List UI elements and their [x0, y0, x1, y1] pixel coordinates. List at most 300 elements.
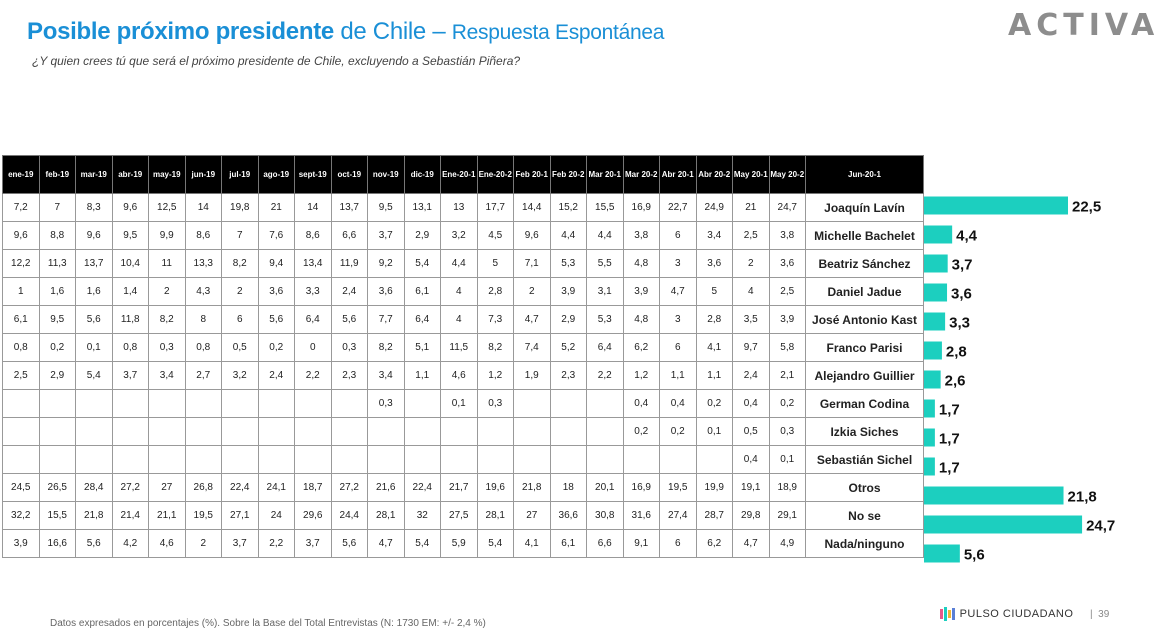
bar-value-label: 22,5 — [1072, 198, 1102, 216]
table-cell: 5,6 — [331, 530, 368, 558]
table-row — [3, 502, 924, 530]
table-cell: 16,9 — [623, 194, 660, 222]
table-cell: 3,8 — [623, 222, 660, 250]
table-cell: 1 — [3, 278, 40, 306]
table-cell — [587, 418, 624, 446]
table-cell: 6,4 — [587, 334, 624, 362]
title-regular: de Chile – — [333, 18, 452, 45]
table-cell: 3,6 — [696, 250, 733, 278]
table-cell: 3,2 — [222, 362, 259, 390]
table-cell: 1,9 — [514, 362, 551, 390]
table-cell: 4 — [733, 278, 770, 306]
title-suffix: Respuesta Espontánea — [451, 21, 665, 44]
table-cell — [587, 446, 624, 474]
table-cell — [295, 446, 332, 474]
title-bold: Posible próximo presidente — [27, 18, 334, 45]
table-cell — [550, 446, 587, 474]
candidate-name: Beatriz Sánchez — [806, 250, 924, 278]
table-cell: 0,5 — [733, 418, 770, 446]
table-cell: 21,4 — [112, 502, 149, 530]
table-cell: 27,2 — [331, 474, 368, 502]
bar-value-label: 4,4 — [956, 227, 978, 245]
column-header: jul-19 — [222, 156, 259, 194]
table-cell: 0,4 — [733, 390, 770, 418]
table-cell: 9,5 — [368, 194, 405, 222]
table-cell: 0,8 — [112, 334, 149, 362]
footer-note: Datos expresados en porcentajes (%). Sobre la Base del Total Entrevistas (N: 1730 EM: +/- 2,4 %) — [50, 618, 486, 629]
table-cell: 36,6 — [550, 502, 587, 530]
column-header: May 20-2 — [769, 156, 806, 194]
table-cell: 11,5 — [441, 334, 478, 362]
column-header: nov-19 — [368, 156, 405, 194]
table-row — [3, 306, 924, 334]
table-cell: 14 — [185, 194, 222, 222]
table-cell: 13,1 — [404, 194, 441, 222]
table-cell: 27 — [149, 474, 186, 502]
table-cell — [149, 390, 186, 418]
table-cell: 7,2 — [3, 194, 40, 222]
table-cell: 5,3 — [587, 306, 624, 334]
table-cell: 3,6 — [368, 278, 405, 306]
table-cell: 28,1 — [477, 502, 514, 530]
candidate-name: Alejandro Guillier — [806, 362, 924, 390]
table-cell: 3,4 — [696, 222, 733, 250]
column-header: Abr 20-2 — [696, 156, 733, 194]
table-cell — [222, 390, 259, 418]
page-number-value: 39 — [1098, 609, 1110, 620]
table-cell — [185, 446, 222, 474]
table-cell: 6,4 — [404, 306, 441, 334]
table-cell: 20,1 — [587, 474, 624, 502]
table-cell: 21,1 — [149, 502, 186, 530]
activa-logo: ACTIVA — [1008, 8, 1159, 43]
table-cell: 4,6 — [441, 362, 478, 390]
table-cell — [368, 446, 405, 474]
table-cell: 4,7 — [368, 530, 405, 558]
table-cell: 8,3 — [76, 194, 113, 222]
table-cell: 0,1 — [696, 418, 733, 446]
table-cell: 28,7 — [696, 502, 733, 530]
table-cell: 11,9 — [331, 250, 368, 278]
table-cell: 19,5 — [185, 502, 222, 530]
table-cell — [404, 446, 441, 474]
table-cell: 2,5 — [733, 222, 770, 250]
table-cell: 0,1 — [441, 390, 478, 418]
table-cell: 5 — [696, 278, 733, 306]
table-cell: 8,2 — [149, 306, 186, 334]
bar-value-label: 2,6 — [944, 372, 966, 390]
table-row — [3, 530, 924, 558]
table-cell: 2,3 — [331, 362, 368, 390]
bar-value-label: 21,8 — [1067, 488, 1097, 506]
table-cell: 4,7 — [514, 306, 551, 334]
bar-value-label: 1,7 — [938, 459, 960, 477]
table-cell: 8,2 — [222, 250, 259, 278]
table-cell: 0,2 — [769, 390, 806, 418]
table-cell: 3,3 — [295, 278, 332, 306]
table-cell: 0,3 — [769, 418, 806, 446]
candidate-name: Izkia Siches — [806, 418, 924, 446]
table-cell: 1,1 — [404, 362, 441, 390]
table-cell: 22,4 — [222, 474, 259, 502]
table-row — [3, 334, 924, 362]
column-header: Ene-20-1 — [441, 156, 478, 194]
table-cell: 9,6 — [112, 194, 149, 222]
candidate-name: Otros — [806, 474, 924, 502]
page-title — [27, 18, 664, 46]
table-cell: 12,5 — [149, 194, 186, 222]
table-cell — [477, 446, 514, 474]
bar — [924, 429, 935, 447]
table-cell: 2 — [149, 278, 186, 306]
table-cell: 5,6 — [76, 306, 113, 334]
table-cell: 2,8 — [696, 306, 733, 334]
bar-value-label: 1,7 — [938, 430, 960, 448]
table-cell: 19,6 — [477, 474, 514, 502]
column-header: dic-19 — [404, 156, 441, 194]
bar-value-label: 3,3 — [949, 314, 970, 332]
table-cell — [185, 418, 222, 446]
table-cell: 27,1 — [222, 502, 259, 530]
table-cell — [295, 418, 332, 446]
table-cell: 3 — [660, 250, 697, 278]
table-cell: 19,5 — [660, 474, 697, 502]
table-cell: 13 — [441, 194, 478, 222]
column-header: ago-19 — [258, 156, 295, 194]
table-cell — [331, 446, 368, 474]
table-cell: 18 — [550, 474, 587, 502]
table-cell: 19,8 — [222, 194, 259, 222]
table-cell: 3,4 — [368, 362, 405, 390]
bar — [924, 313, 945, 331]
candidate-name: Nada/ninguno — [806, 530, 924, 558]
table-cell: 5,1 — [404, 334, 441, 362]
bar — [924, 255, 948, 273]
bar — [924, 284, 947, 302]
table-cell: 26,8 — [185, 474, 222, 502]
table-cell — [514, 418, 551, 446]
table-cell: 2,9 — [404, 222, 441, 250]
bar-value-label: 2,8 — [945, 343, 967, 361]
table-cell: 21 — [258, 194, 295, 222]
table-cell: 11 — [149, 250, 186, 278]
table-cell: 2,9 — [550, 306, 587, 334]
table-cell — [441, 446, 478, 474]
table-cell: 24,9 — [696, 194, 733, 222]
table-cell: 8,2 — [368, 334, 405, 362]
table-cell: 29,1 — [769, 502, 806, 530]
table-cell: 5,3 — [550, 250, 587, 278]
table-cell: 22,7 — [660, 194, 697, 222]
column-header: Ene-20-2 — [477, 156, 514, 194]
column-header: Mar 20-1 — [587, 156, 624, 194]
table-cell: 3,8 — [769, 222, 806, 250]
table-cell: 32 — [404, 502, 441, 530]
table-cell: 9,5 — [112, 222, 149, 250]
table-cell: 13,7 — [76, 250, 113, 278]
table-cell — [39, 418, 76, 446]
table-cell: 7 — [222, 222, 259, 250]
table-cell: 3,5 — [733, 306, 770, 334]
table-cell — [331, 418, 368, 446]
table-cell: 26,5 — [39, 474, 76, 502]
table-cell: 7,4 — [514, 334, 551, 362]
table-cell: 9,4 — [258, 250, 295, 278]
table-cell: 0,2 — [696, 390, 733, 418]
table-cell: 0,4 — [733, 446, 770, 474]
table-cell: 5,6 — [331, 306, 368, 334]
table-cell: 5,9 — [441, 530, 478, 558]
table-cell — [550, 390, 587, 418]
table-cell: 3,4 — [149, 362, 186, 390]
candidate-name: Joaquín Lavín — [806, 194, 924, 222]
bar-value-label: 24,7 — [1086, 517, 1116, 535]
table-cell — [404, 390, 441, 418]
table-cell: 1,4 — [112, 278, 149, 306]
table-cell: 0,5 — [222, 334, 259, 362]
table-cell: 6,1 — [550, 530, 587, 558]
table-cell: 0,2 — [258, 334, 295, 362]
table-cell: 5 — [477, 250, 514, 278]
table-cell: 21,6 — [368, 474, 405, 502]
table-cell: 28,4 — [76, 474, 113, 502]
table-cell: 5,4 — [76, 362, 113, 390]
table-cell: 1,2 — [477, 362, 514, 390]
brand-name: PULSO CIUDADANO — [959, 607, 1074, 620]
table-cell: 6 — [660, 530, 697, 558]
table-cell — [514, 390, 551, 418]
table-cell — [550, 418, 587, 446]
table-cell: 4,1 — [696, 334, 733, 362]
table-cell: 13,3 — [185, 250, 222, 278]
table-cell: 4,8 — [623, 306, 660, 334]
table-cell: 5,4 — [404, 530, 441, 558]
table-cell: 7 — [39, 194, 76, 222]
table-cell: 2,4 — [331, 278, 368, 306]
table-cell — [258, 446, 295, 474]
table-cell: 3,7 — [295, 530, 332, 558]
table-cell: 3,9 — [623, 278, 660, 306]
column-header: ene-19 — [3, 156, 40, 194]
table-cell: 4,1 — [514, 530, 551, 558]
table-cell — [441, 418, 478, 446]
table-cell: 6,4 — [295, 306, 332, 334]
table-cell — [623, 446, 660, 474]
table-cell: 4,4 — [550, 222, 587, 250]
table-cell: 21,8 — [76, 502, 113, 530]
table-cell: 4,4 — [587, 222, 624, 250]
table-cell: 9,7 — [733, 334, 770, 362]
table-cell: 7,1 — [514, 250, 551, 278]
table-cell: 4,2 — [112, 530, 149, 558]
bar — [924, 371, 941, 389]
table-cell: 30,8 — [587, 502, 624, 530]
table-cell: 4,6 — [149, 530, 186, 558]
table-cell: 1,6 — [39, 278, 76, 306]
table-cell: 0,8 — [3, 334, 40, 362]
column-header: may-19 — [149, 156, 186, 194]
table-cell: 4 — [441, 278, 478, 306]
table-row — [3, 390, 924, 418]
table-cell: 0,2 — [623, 418, 660, 446]
table-cell: 3,9 — [769, 306, 806, 334]
table-cell: 2,3 — [550, 362, 587, 390]
table-cell: 6,6 — [331, 222, 368, 250]
table-cell: 3,6 — [258, 278, 295, 306]
table-row — [3, 446, 924, 474]
table-cell — [39, 390, 76, 418]
table-cell: 24 — [258, 502, 295, 530]
candidate-name: Michelle Bachelet — [806, 222, 924, 250]
table-cell: 27,4 — [660, 502, 697, 530]
table-cell: 2,5 — [769, 278, 806, 306]
column-header: abr-19 — [112, 156, 149, 194]
table-cell: 4,5 — [477, 222, 514, 250]
table-row — [3, 194, 924, 222]
table-cell: 7,3 — [477, 306, 514, 334]
table-cell: 4 — [441, 306, 478, 334]
bar — [924, 458, 935, 476]
table-cell: 15,5 — [587, 194, 624, 222]
table-cell: 4,9 — [769, 530, 806, 558]
bar-chart — [924, 194, 1134, 574]
table-cell: 4,3 — [185, 278, 222, 306]
table-cell: 0,3 — [331, 334, 368, 362]
column-header: feb-19 — [39, 156, 76, 194]
table-cell: 3,7 — [112, 362, 149, 390]
table-cell: 3,6 — [769, 250, 806, 278]
table-cell: 27,5 — [441, 502, 478, 530]
table-cell: 3,7 — [222, 530, 259, 558]
table-cell: 14 — [295, 194, 332, 222]
table-cell — [112, 418, 149, 446]
table-cell: 3 — [660, 306, 697, 334]
table-cell — [3, 446, 40, 474]
table-cell: 2,4 — [258, 362, 295, 390]
table-cell: 9,6 — [76, 222, 113, 250]
table-cell — [3, 418, 40, 446]
table-cell: 6 — [660, 334, 697, 362]
table-row — [3, 474, 924, 502]
table-cell: 9,1 — [623, 530, 660, 558]
table-cell: 0,3 — [368, 390, 405, 418]
table-cell — [112, 390, 149, 418]
table-cell — [76, 418, 113, 446]
table-cell: 5,6 — [76, 530, 113, 558]
table-cell: 4,7 — [733, 530, 770, 558]
table-cell: 22,4 — [404, 474, 441, 502]
table-cell — [258, 390, 295, 418]
survey-table — [2, 155, 924, 558]
column-header: Feb 20-1 — [514, 156, 551, 194]
bar-value-label: 1,7 — [938, 401, 960, 419]
table-cell: 27 — [514, 502, 551, 530]
table-cell: 21,8 — [514, 474, 551, 502]
table-cell: 1,1 — [696, 362, 733, 390]
table-cell: 1,1 — [660, 362, 697, 390]
table-cell: 19,1 — [733, 474, 770, 502]
column-header: jun-19 — [185, 156, 222, 194]
table-cell — [185, 390, 222, 418]
table-cell: 13,4 — [295, 250, 332, 278]
table-cell: 12,2 — [3, 250, 40, 278]
bar-value-label: 3,6 — [951, 285, 972, 303]
table-cell: 6,1 — [3, 306, 40, 334]
table-cell: 2,8 — [477, 278, 514, 306]
table-cell — [76, 390, 113, 418]
table-cell: 2 — [733, 250, 770, 278]
table-cell: 9,5 — [39, 306, 76, 334]
table-cell — [39, 446, 76, 474]
table-cell: 2,2 — [295, 362, 332, 390]
candidate-name: Sebastián Sichel — [806, 446, 924, 474]
table-cell: 5,4 — [477, 530, 514, 558]
page-subtitle: ¿Y quien crees tú que será el próximo presidente de Chile, excluyendo a Sebastián Piñera? — [32, 54, 521, 68]
table-cell: 11,3 — [39, 250, 76, 278]
bar — [924, 516, 1082, 534]
table-cell: 5,5 — [587, 250, 624, 278]
table-cell: 2 — [185, 530, 222, 558]
table-cell: 3,9 — [550, 278, 587, 306]
brand-bars-icon — [940, 608, 960, 620]
table-cell — [112, 446, 149, 474]
table-cell: 19,9 — [696, 474, 733, 502]
table-cell: 8,6 — [295, 222, 332, 250]
table-cell: 6,2 — [696, 530, 733, 558]
table-cell: 18,9 — [769, 474, 806, 502]
table-cell: 2,4 — [733, 362, 770, 390]
table-cell: 8,6 — [185, 222, 222, 250]
table-cell — [514, 446, 551, 474]
table-cell: 3,1 — [587, 278, 624, 306]
table-row — [3, 278, 924, 306]
table-cell: 2,2 — [587, 362, 624, 390]
table-cell: 9,6 — [514, 222, 551, 250]
table-cell: 0 — [295, 334, 332, 362]
table-cell: 24,4 — [331, 502, 368, 530]
table-cell: 15,2 — [550, 194, 587, 222]
table-cell: 11,8 — [112, 306, 149, 334]
column-header: oct-19 — [331, 156, 368, 194]
table-cell: 0,8 — [185, 334, 222, 362]
table-cell: 21,7 — [441, 474, 478, 502]
table-cell — [258, 418, 295, 446]
table-cell: 3,9 — [3, 530, 40, 558]
table-cell: 16,9 — [623, 474, 660, 502]
column-header-current: Jun-20-1 — [806, 156, 924, 194]
table-cell: 24,5 — [3, 474, 40, 502]
table-cell: 4,4 — [441, 250, 478, 278]
table-row — [3, 418, 924, 446]
table-cell: 2 — [222, 278, 259, 306]
table-cell: 5,8 — [769, 334, 806, 362]
table-cell: 28,1 — [368, 502, 405, 530]
table-cell — [477, 418, 514, 446]
column-header: Feb 20-2 — [550, 156, 587, 194]
table-cell: 2,9 — [39, 362, 76, 390]
table-cell: 2,1 — [769, 362, 806, 390]
table-cell: 32,2 — [3, 502, 40, 530]
bar-value-label: 3,7 — [951, 256, 973, 274]
table-cell: 29,6 — [295, 502, 332, 530]
table-cell: 5,2 — [550, 334, 587, 362]
table-cell: 8,2 — [477, 334, 514, 362]
table-cell: 24,7 — [769, 194, 806, 222]
table-cell — [149, 418, 186, 446]
table-cell: 21 — [733, 194, 770, 222]
table-cell: 9,9 — [149, 222, 186, 250]
table-cell: 2,2 — [258, 530, 295, 558]
